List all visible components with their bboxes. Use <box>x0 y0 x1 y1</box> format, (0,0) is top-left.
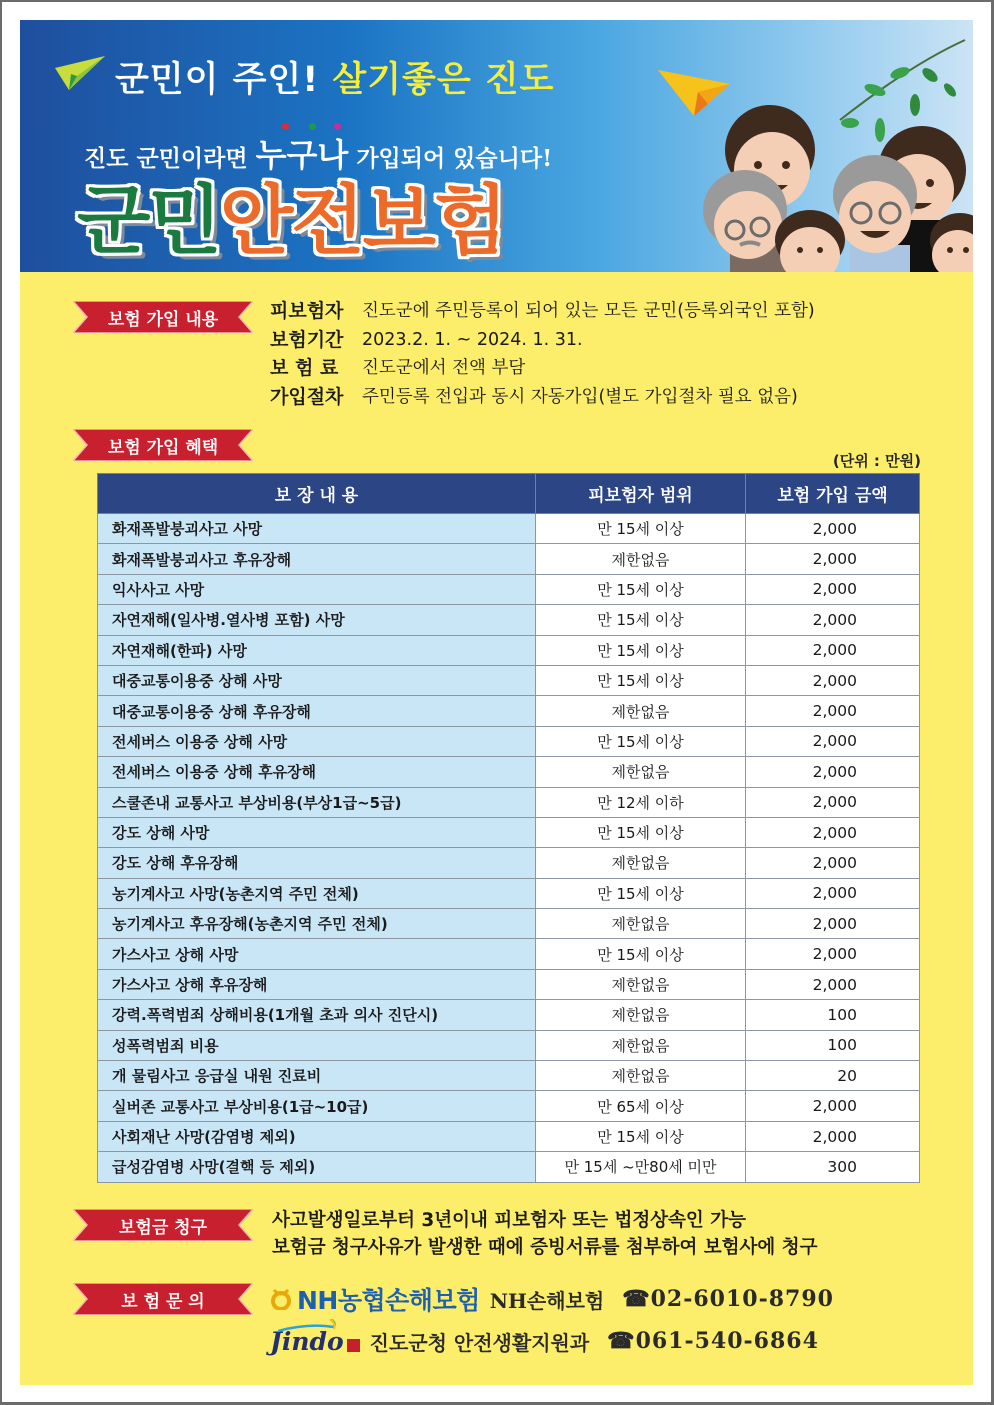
coverage-cell: 강도 상해 사망 <box>98 817 536 847</box>
table-row <box>98 939 920 969</box>
info-row-procedure <box>270 383 815 412</box>
amount-cell: 2,000 <box>746 1121 920 1151</box>
phone-icon: ☎ <box>607 1328 636 1354</box>
info-row-premium <box>270 354 815 383</box>
coverage-cell: 급성감염병 사망(결핵 등 제외) <box>98 1152 536 1182</box>
subtitle-post-text: 가입되어 있습니다! <box>356 145 553 172</box>
insured-range-cell: 만 15세 이상 <box>536 665 746 695</box>
amount-cell: 2,000 <box>746 696 920 726</box>
phone-icon: ☎ <box>622 1286 651 1312</box>
title-green-text: 군민 <box>77 176 220 265</box>
coverage-cell: 강력.폭력범죄 상해비용(1개월 초과 의사 진단시) <box>98 1000 536 1030</box>
insured-range-cell: 제한없음 <box>536 1030 746 1060</box>
table-header-row <box>98 474 920 514</box>
coverage-cell: 성폭력범죄 비용 <box>98 1030 536 1060</box>
table-row <box>98 1091 920 1121</box>
insured-range-cell: 제한없음 <box>536 544 746 574</box>
amount-cell: 2,000 <box>746 514 920 544</box>
ribbon-label: 보험금 청구 <box>118 1217 208 1238</box>
insured-range-cell: 만 15세 이상 <box>536 635 746 665</box>
insured-range-cell: 만 15세 이상 <box>536 514 746 544</box>
coverage-cell: 개 물림사고 응급실 내원 진료비 <box>98 1061 536 1091</box>
banner <box>20 20 973 272</box>
coverage-cell: 전세버스 이용중 상해 후유장해 <box>98 757 536 787</box>
table-row <box>98 635 920 665</box>
content-area <box>20 272 973 1385</box>
contact-phone <box>607 1328 819 1354</box>
phone-number: 02-6010-8790 <box>650 1286 834 1312</box>
coverage-cell: 대중교통이용중 상해 사망 <box>98 665 536 695</box>
info-label: 보 험 료 <box>270 357 339 379</box>
amount-cell: 2,000 <box>746 757 920 787</box>
unit-label: (단위 : 만원) <box>832 452 921 470</box>
amount-cell: 100 <box>746 1030 920 1060</box>
amount-cell: 2,000 <box>746 605 920 635</box>
table-row <box>98 787 920 817</box>
table-row <box>98 544 920 574</box>
table-row <box>98 1030 920 1060</box>
coverage-cell: 실버존 교통사고 부상비용(1급~10급) <box>98 1091 536 1121</box>
table-row <box>98 574 920 604</box>
family-illustration <box>660 35 973 272</box>
ribbon-label: 보험 가입 혜택 <box>107 437 219 458</box>
amount-cell: 2,000 <box>746 574 920 604</box>
header-coverage: 보 장 내 용 <box>98 474 536 514</box>
coverage-cell: 전세버스 이용중 상해 사망 <box>98 726 536 756</box>
contact-row-nh <box>270 1278 834 1320</box>
slogan-white-text: 군민이 주인! <box>115 60 320 100</box>
table-row <box>98 909 920 939</box>
slogan-yellow-text: 살기좋은 진도 <box>332 60 555 100</box>
table-row <box>98 1152 920 1182</box>
info-value: 진도군에 주민등록이 되어 있는 모든 군민(등록외국인 포함) <box>362 301 815 321</box>
insured-range-cell: 만 15세 ~만80세 미만 <box>536 1152 746 1182</box>
ribbon-label: 보 험 문 의 <box>121 1291 205 1312</box>
coverage-cell: 농기계사고 사망(농촌지역 주민 전체) <box>98 878 536 908</box>
table-row <box>98 514 920 544</box>
table-row <box>98 696 920 726</box>
amount-cell: 2,000 <box>746 787 920 817</box>
subtitle-emphasis-text: 누구나 <box>255 136 349 174</box>
nh-logo-text: NH농협손해보험 <box>297 1286 480 1315</box>
amount-cell: 2,000 <box>746 1091 920 1121</box>
coverage-cell: 가스사고 상해 후유장해 <box>98 969 536 999</box>
table-row <box>98 726 920 756</box>
ribbon-label: 보험 가입 내용 <box>107 309 219 330</box>
table-row <box>98 757 920 787</box>
insured-range-cell: 제한없음 <box>536 969 746 999</box>
table-row <box>98 878 920 908</box>
table-row <box>98 665 920 695</box>
ribbon-benefits <box>73 429 253 461</box>
amount-cell: 100 <box>746 1000 920 1030</box>
jindo-seal-icon <box>347 1339 360 1352</box>
contact-list <box>270 1278 834 1362</box>
coverage-cell: 가스사고 상해 사망 <box>98 939 536 969</box>
table-row <box>98 1061 920 1091</box>
insured-range-cell: 만 15세 이상 <box>536 605 746 635</box>
ribbon-enrollment <box>73 301 253 333</box>
amount-cell: 2,000 <box>746 939 920 969</box>
info-value: 진도군에서 전액 부담 <box>362 358 526 378</box>
insured-range-cell: 제한없음 <box>536 909 746 939</box>
table-row <box>98 1121 920 1151</box>
insured-range-cell: 만 15세 이상 <box>536 726 746 756</box>
coverage-cell: 강도 상해 후유장해 <box>98 848 536 878</box>
phone-number: 061-540-6864 <box>635 1328 819 1354</box>
coverage-cell: 사회재난 사망(감염병 제외) <box>98 1121 536 1151</box>
coverage-cell: 스쿨존내 교통사고 부상비용(부상1급~5급) <box>98 787 536 817</box>
info-value: 주민등록 전입과 동시 자동가입(별도 가입절차 필요 없음) <box>362 386 798 407</box>
benefits-table <box>97 473 920 1183</box>
jindo-logo <box>270 1327 360 1356</box>
ribbon-claim <box>73 1209 253 1241</box>
insured-range-cell: 제한없음 <box>536 757 746 787</box>
subtitle-pre-text: 진도 군민이라면 <box>84 145 248 172</box>
contact-org: 진도군청 안전생활지원과 <box>369 1330 590 1355</box>
amount-cell: 2,000 <box>746 848 920 878</box>
insured-range-cell: 만 15세 이상 <box>536 939 746 969</box>
amount-cell: 300 <box>746 1152 920 1182</box>
contact-phone <box>622 1286 834 1312</box>
insured-range-cell: 만 15세 이상 <box>536 1121 746 1151</box>
amount-cell: 2,000 <box>746 544 920 574</box>
info-row-period <box>270 326 815 355</box>
insured-range-cell: 제한없음 <box>536 848 746 878</box>
nh-emblem-icon <box>270 1288 292 1310</box>
contact-org: NH손해보험 <box>489 1288 605 1313</box>
info-label: 피보험자 <box>270 300 344 322</box>
claim-text <box>272 1207 817 1261</box>
slogan <box>115 52 554 102</box>
paper-plane-icon <box>55 56 105 92</box>
amount-cell: 2,000 <box>746 635 920 665</box>
amount-cell: 2,000 <box>746 878 920 908</box>
coverage-cell: 익사사고 사망 <box>98 574 536 604</box>
page-title <box>77 160 506 269</box>
info-label: 가입절차 <box>270 385 344 408</box>
amount-cell: 2,000 <box>746 909 920 939</box>
enrollment-info <box>270 297 815 411</box>
jindo-logo-text: Jindo <box>270 1326 344 1356</box>
table-row <box>98 848 920 878</box>
amount-cell: 20 <box>746 1061 920 1091</box>
amount-cell: 2,000 <box>746 969 920 999</box>
amount-cell: 2,000 <box>746 726 920 756</box>
claim-line: 보험금 청구사유가 발생한 때에 증빙서류를 첨부하여 보험사에 청구 <box>272 1237 818 1258</box>
claim-line: 사고발생일로부터 3년이내 피보험자 또는 법정상속인 가능 <box>272 1210 746 1231</box>
nh-logo <box>270 1281 480 1317</box>
insured-range-cell: 제한없음 <box>536 1061 746 1091</box>
insured-range-cell: 제한없음 <box>536 1000 746 1030</box>
title-orange-text: 안전보험 <box>219 176 506 265</box>
coverage-cell: 자연재해(일사병.열사병 포함) 사망 <box>98 605 536 635</box>
insured-range-cell: 만 15세 이상 <box>536 574 746 604</box>
insured-range-cell: 만 15세 이상 <box>536 817 746 847</box>
header-insured-range: 피보험자 범위 <box>536 474 746 514</box>
contact-row-jindo <box>270 1320 834 1362</box>
amount-cell: 2,000 <box>746 665 920 695</box>
table-row <box>98 969 920 999</box>
table-row <box>98 1000 920 1030</box>
table-row <box>98 605 920 635</box>
coverage-cell: 농기계사고 후유장해(농촌지역 주민 전체) <box>98 909 536 939</box>
amount-cell: 2,000 <box>746 817 920 847</box>
table-row <box>98 817 920 847</box>
insured-range-cell: 만 12세 이하 <box>536 787 746 817</box>
insured-range-cell: 제한없음 <box>536 696 746 726</box>
header-amount: 보험 가입 금액 <box>746 474 920 514</box>
coverage-cell: 화재폭발붕괴사고 후유장해 <box>98 544 536 574</box>
jindo-swoosh-icon <box>278 1319 338 1333</box>
info-value: 2023.2. 1. ~ 2024. 1. 31. <box>362 329 583 350</box>
info-row-insured <box>270 297 815 326</box>
insured-range-cell: 만 15세 이상 <box>536 878 746 908</box>
coverage-cell: 화재폭발붕괴사고 사망 <box>98 514 536 544</box>
coverage-cell: 자연재해(한파) 사망 <box>98 635 536 665</box>
ribbon-inquiry <box>73 1283 253 1315</box>
coverage-cell: 대중교통이용중 상해 후유장해 <box>98 696 536 726</box>
info-label: 보험기간 <box>270 328 344 351</box>
insured-range-cell: 만 65세 이상 <box>536 1091 746 1121</box>
